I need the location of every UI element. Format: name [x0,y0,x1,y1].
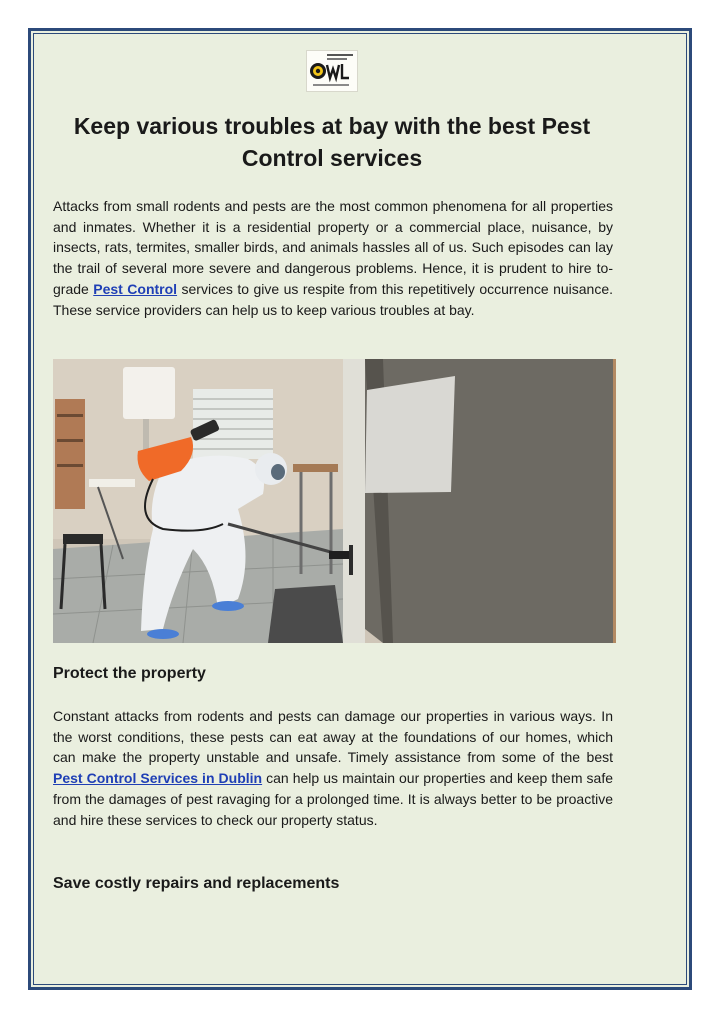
intro-text-after: services to give us respite from this repetitively occurrence nuisance. These service providers can help us to keep various troubles at bay. [53,280,613,318]
pest-control-dublin-link[interactable]: Pest Control Services in Dublin [53,770,263,787]
pest-control-link[interactable]: Pest Control [93,280,178,297]
protect-text-before: Constant attacks from rodents and pests can damage our properties in various ways. In the worst conditions, these pests can eat away at the foundations of our homes, which can make the property unstable and unsafe. Timely assistance from some of the best [53,708,613,766]
owl-logo-icon [306,50,358,92]
intro-text-before: Attacks from small rodents and pests are the most common phenomena for all properties and inmates. Whether it is a residential property or a commercial place, nuisance, by insects, rats, termites, smaller birds, and animals hassles all of us. Such episodes can lay the trail of several more severe and dangerous problems. Hence, it is prudent to hire to-grade [53,198,613,297]
section-heading-save: Save costly repairs and replacements [53,875,340,892]
section-heading-protect: Protect the property [53,665,206,682]
page-title: Keep various troubles at bay with the best Pest Control services [73,113,591,171]
intro-paragraph [53,196,613,320]
protect-paragraph [53,706,613,830]
pest-control-worker-photo [53,359,616,643]
protect-text-after: can help us maintain our properties and keep them safe from the damages of pest ravaging for a prolonged time. It is always better to be proactive and hire these services to check our property status. [53,770,613,828]
